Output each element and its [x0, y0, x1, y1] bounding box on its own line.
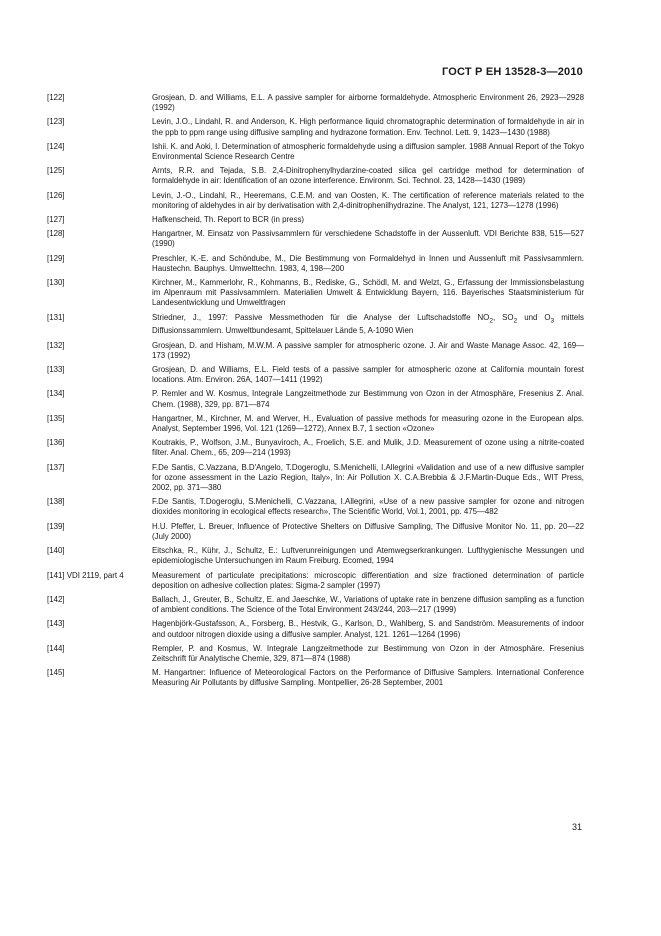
- reference-text: Eitschka, R., Kühr, J., Schultz, E.: Luftverunreinigungen und Atemwegserkrankungen. Lufthygienische Messungen und epidemiologische Untersuchungen im Raum Freiburg. Ecomed, 1994: [152, 546, 584, 566]
- reference-number: [127]: [47, 215, 65, 225]
- reference-entry: [47, 463, 584, 494]
- reference-number: [139]: [47, 521, 65, 531]
- reference-number: [134]: [47, 389, 65, 399]
- reference-text: Striedner, J., 1997: Passive Messmethoden für die Analyse der Luftschadstoffe $NO_2$, $SO_2$ und $O_3$ mittels Diffusionssammlern. Umweltbundesamt, Spittelauer Lände 5, A-1090 Wien: [152, 312, 584, 336]
- reference-number: [122]: [47, 93, 65, 102]
- reference-number: [124]: [47, 141, 65, 151]
- reference-text: Arnts, R.R. and Tejada, S.B. 2,4-Dinitrophenylhydarzine-coated silica gel cartridge method for determination of formaldehyde in air: Identification of an ozone interference. Environm. Sci. Technol. 23, 1428—1430 (1989): [152, 166, 584, 186]
- reference-entry: [47, 644, 584, 664]
- page-number: 31: [571, 822, 582, 832]
- reference-text: F.De Santis, T.Dogeroglu, S.Menichelli, C.Vazzana, I.Allegrini, «Use of a new passive sampler for ozone and nitrogen dioxides monitoring in ecological effects research», The Scientific World, Vol.1, 2001, pp. 475—482: [152, 497, 584, 517]
- reference-entry: [47, 522, 584, 542]
- reference-number: [125]: [47, 166, 65, 176]
- reference-entry: [47, 341, 584, 361]
- reference-number: [123]: [47, 117, 65, 127]
- reference-text: Koutrakis, P., Wolfson, J.M., Bunyaviroch, A., Froelich, S.E. and Mulik, J.D. Measurement of ozone using a nitrite-coated filter. Anal. Chem., 65, 209—214 (1993): [152, 438, 584, 458]
- reference-entry: [47, 668, 584, 688]
- reference-text: Hafkenscheid, Th. Report to BCR (in press): [152, 215, 305, 225]
- reference-entry: [47, 254, 584, 274]
- reference-entry: [47, 619, 584, 639]
- reference-entry: [47, 595, 584, 615]
- reference-number: [143]: [47, 619, 65, 629]
- reference-number: [137]: [47, 462, 65, 472]
- reference-entry: [47, 229, 584, 249]
- reference-number: [132]: [47, 340, 65, 350]
- reference-number: [136]: [47, 438, 65, 448]
- reference-text: Levin, J.O., Lindahl, R. and Anderson, K. High performance liquid chromatographic determination of formaldehyde in air in the ppb to ppm range using diffusive sampling and hydrazone formation. Env. Technol. Lett. 9, 1423—1430 (1988): [152, 117, 584, 137]
- reference-text: P. Remler and W. Kosmus, Integrale Langzeitmethode zur Bestimmung von Ozon in der Atmosphäre, Fresenius Z. Anal. Chem. (1988), 329, pp. 871—874: [152, 389, 584, 409]
- reference-number: [130]: [47, 278, 65, 288]
- reference-text: Ishii. K. and Aoki, I. Determination of atmospheric formaldehyde using a diffusion sampler. 1988 Annual Report of the Tokyo Environmental Science Research Centre: [152, 141, 584, 162]
- reference-text: Grosjean, D. and Williams, E.L. Field tests of a passive sampler for atmospheric ozone at California mountain forest locations. Atm. Environ. 26A, 1407—1411 (1992): [152, 365, 584, 385]
- reference-entry: [47, 166, 584, 186]
- reference-text: M. Hangartner: Influence of Meteorological Factors on the Performance of Diffusive Samplers. International Conference Measuring Air Pollutants by diffusive Sampling. Montpellier, 26-28 September, 2001: [152, 668, 584, 688]
- reference-number: [126]: [47, 190, 65, 200]
- reference-number: [144]: [47, 643, 65, 653]
- reference-list: [47, 93, 584, 693]
- reference-entry: [47, 389, 584, 409]
- reference-text: Rempler, P. and Kosmus, W. Integrale Langzeitmethode zur Bestimmung von Ozon in der Atmosphäre. Fresenius Zeitschrift für Analytische Chemie, 329, 871—874 (1988): [152, 643, 584, 663]
- reference-text: Ballach, J., Greuter, B., Schultz, E. and Jaeschke, W., Variations of uptake rate in benzene diffusion sampling as a function of ambient conditions. The Science of the Total Environment 243/244, 203—217 (1999): [152, 594, 584, 615]
- reference-number: [129]: [47, 253, 65, 263]
- reference-text: Preschler, K.-E. and Schöndube, M., Die Bestimmung von Formaldehyd in Innen und Aussenluft mit Passivsammlern. Haustechn. Bauphys. Umwelttechn. 1983, 4, 198—200: [152, 253, 584, 273]
- reference-entry: [47, 546, 584, 566]
- reference-entry: [47, 365, 584, 385]
- reference-entry: [47, 313, 584, 337]
- reference-number: [141] VDI 2119, part 4: [47, 570, 124, 580]
- reference-entry: [47, 215, 584, 225]
- document-header: ГОСТ Р ЕН 13528-3—2010: [441, 66, 583, 78]
- reference-entry: [47, 142, 584, 162]
- reference-entry: [47, 191, 584, 211]
- reference-number: [140]: [47, 546, 65, 556]
- reference-number: [133]: [47, 365, 65, 375]
- reference-entry: [47, 497, 584, 517]
- reference-number: [145]: [47, 668, 65, 678]
- reference-text: H.U. Pfeffer, L. Breuer, Influence of Protective Shelters on Diffusive Sampling, The Diffusive Monitor No. 11, pp. 20—22 (July 2000): [152, 521, 584, 541]
- reference-text: Measurement of particulate precipitations: microscopic differentiation and size fractioned determination of particle deposition on adhesive collection plates: Sigma-2 sampler (1997): [152, 570, 584, 590]
- reference-entry: [47, 93, 584, 113]
- reference-text: Hagenbjörk-Gustafsson, A., Forsberg, B., Hestvik, G., Karlson, D., Wahlberg, S. and Sandström. Measurements of indoor and outdoor nitrogen dioxide using a diffusive sampler. Analyst, 121. 1261—1264 (1996): [152, 619, 584, 639]
- reference-number: [135]: [47, 413, 65, 423]
- reference-text: F.De Santis, C.Vazzana, B.D'Angelo, T.Dogeroglu, S.Menichelli, I.Allegrini «Validation and use of a new diffusive sampler for ozone assessment in the Lazio Region, Italy», In: Air Pollution X. C.A.Brebbia & J.F.Martin-Duque Eds., WIT Press, 2002, pp. 371—380: [152, 462, 584, 493]
- reference-entry: [47, 278, 584, 309]
- reference-text: Hangartner, M. Einsatz von Passivsammlern für verschiedene Schadstoffe in der Aussenluft. VDI Berichte 838, 515—527 (1990): [152, 229, 584, 249]
- reference-entry: [47, 438, 584, 458]
- reference-text: Grosjean, D. and Williams, E.L. A passive sampler for airborne formaldehyde. Atmospheric Environment 26, 2923—2928 (1992): [152, 93, 584, 113]
- reference-number: [128]: [47, 229, 65, 239]
- reference-number: [131]: [47, 312, 65, 322]
- reference-number: [142]: [47, 594, 65, 604]
- reference-entry: [47, 571, 584, 591]
- reference-text: Levin, J.-O., Lindahl, R., Heeremans, C.E.M. and van Oosten, K. The certification of reference materials related to the monitoring of aldehydes in air by derivatisation with 2,4-dinitrophenilhydrazine. The Analyst, 121, 1273—1278 (1996): [152, 190, 584, 210]
- reference-text: Hangartner, M., Kirchner, M. and Werver, H., Evaluation of passive methods for measuring ozone in the European alps. Analyst, September 1996, Vol. 121 (1269—1272), Annex B.7, 1 section «Ozone»: [152, 413, 584, 434]
- reference-text: Kirchner, M., Kammerlohr, R., Kohmanns, B., Rediske, G., Schödl, M. and Welzt, G., Erfassung der Immissionsbelastung im Alpenraum mit Passivsammlern. Materialien Umwelt & Entwicklung Bayern, 116. Bayerisches Staatsministerium für Landesentwicklung und Umweltfragen: [152, 278, 584, 308]
- reference-text: Grosjean, D. and Hisham, M.W.M. A passive sampler for atmospheric ozone. J. Air and Waste Manage Assoc. 42, 169—173 (1992): [152, 340, 584, 360]
- reference-number: [138]: [47, 497, 65, 507]
- reference-entry: [47, 414, 584, 434]
- reference-entry: [47, 117, 584, 137]
